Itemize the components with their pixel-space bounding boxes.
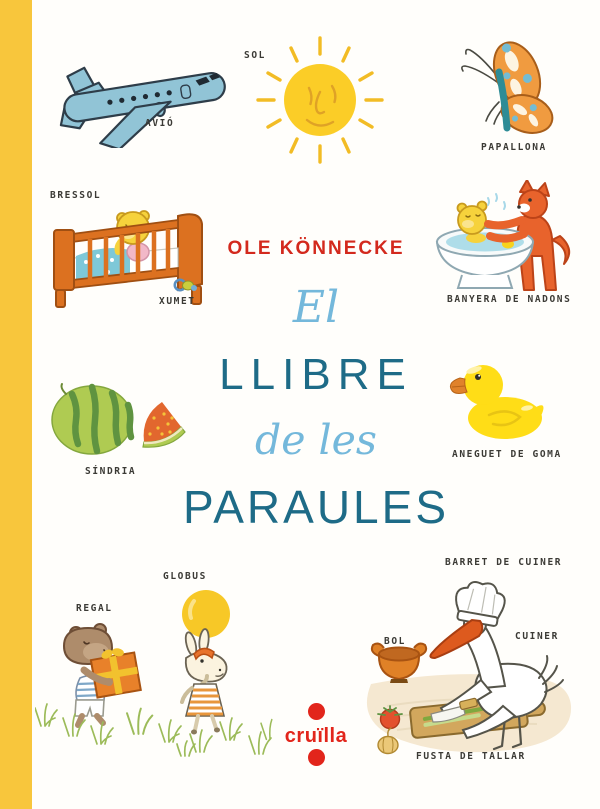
label-rubber-duck: ANEGUET DE GOMA xyxy=(452,449,562,460)
author-name: OLE KÖNNECKE xyxy=(227,238,405,259)
label-crib: BRESSOL xyxy=(50,190,102,201)
sun-icon xyxy=(250,34,390,174)
title-line-paraules: PARAULES xyxy=(182,481,450,533)
pacifier-icon xyxy=(172,276,198,294)
label-butterfly: PAPALLONA xyxy=(481,142,547,153)
label-bowl: BOL xyxy=(384,636,406,647)
label-gift: REGAL xyxy=(76,603,113,614)
baby-bath-icon xyxy=(430,180,580,298)
rubber-duck-icon xyxy=(447,358,555,443)
publisher-logo-dot-bottom xyxy=(308,749,325,766)
label-pacifier: XUMET xyxy=(159,296,196,307)
publisher-logo: cruïlla xyxy=(284,725,348,747)
title-line-el: El xyxy=(292,282,340,333)
label-cook: CUINER xyxy=(515,631,559,642)
butterfly-icon xyxy=(445,30,560,145)
label-airplane: AVIÓ xyxy=(145,118,175,129)
title-line-llibre: LLIBRE xyxy=(219,350,413,399)
label-chef-hat: BARRET DE CUINER xyxy=(445,557,563,568)
spine-stripe xyxy=(0,0,32,809)
label-balloon: GLOBUS xyxy=(163,571,207,582)
label-baby-bath: BANYERA DE NADONS xyxy=(447,294,572,305)
airplane-icon xyxy=(48,48,238,148)
label-cutting-board: FUSTA DE TALLAR xyxy=(416,751,526,762)
watermelon-icon xyxy=(46,372,188,467)
label-sun: SOL xyxy=(244,50,266,61)
publisher-logo-dot-top xyxy=(308,703,325,720)
label-watermelon: SÍNDRIA xyxy=(85,466,137,477)
cook-icon xyxy=(357,566,582,771)
grass-icon xyxy=(35,686,280,761)
title-line-de-les: de les xyxy=(255,416,377,464)
